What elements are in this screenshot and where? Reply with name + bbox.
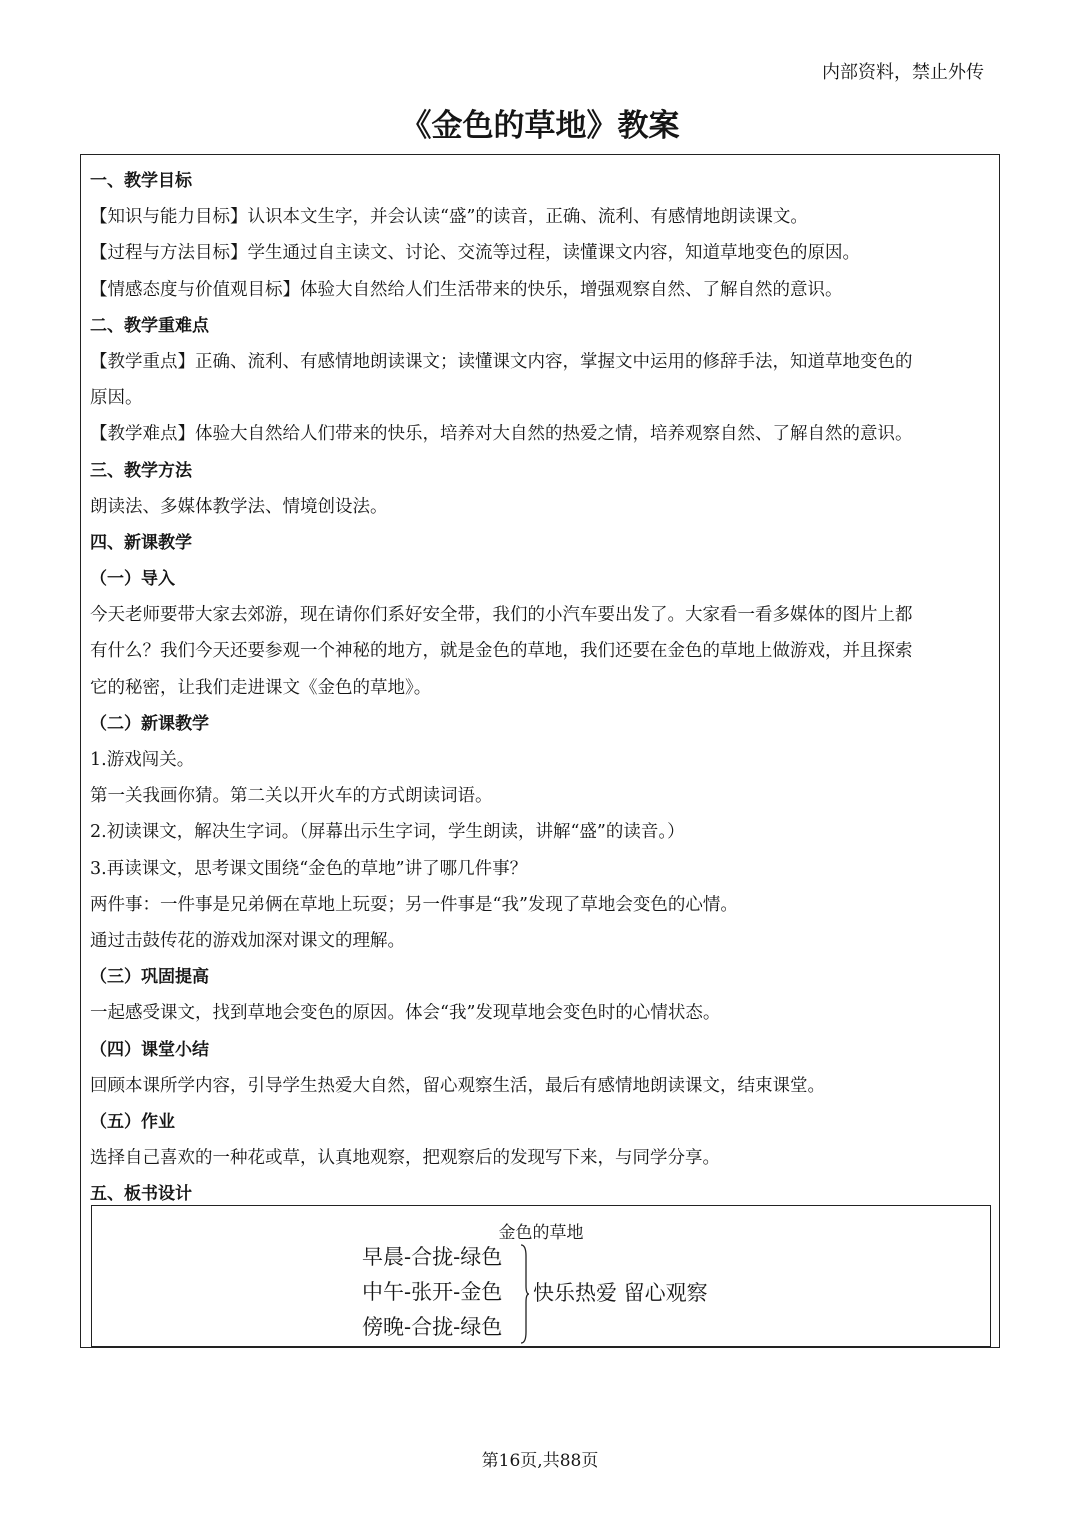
text-line: 一起感受课文，找到草地会变色的原因。体会“我”发现草地会变色时的心情状态。	[90, 1003, 721, 1024]
section-heading: 三、教学方法	[90, 460, 192, 481]
section-heading: 二、教学重难点	[90, 315, 209, 336]
text-line: 通过击鼓传花的游戏加深对课文的理解。	[90, 930, 405, 951]
page-number: 第16页,共88页	[481, 1451, 599, 1471]
text-line: 【教学重点】正确、流利、有感情地朗读课文；读懂课文内容，掌握文中运用的修辞手法，知道草地变色的	[90, 351, 913, 372]
document-title: 《金色的草地》教案	[400, 108, 680, 144]
blackboard-design	[91, 1205, 991, 1347]
board-row-noon: 中午-张开-金色	[362, 1280, 503, 1304]
lesson-content	[90, 163, 990, 1212]
text-line: 朗读法、多媒体教学法、情境创设法。	[90, 496, 388, 517]
section-heading: 一、教学目标	[90, 171, 192, 191]
board-row-morning: 早晨-合拢-绿色	[362, 1245, 503, 1269]
text-line: 【教学难点】体验大自然给人们带来的快乐，培养对大自然的热爱之情，培养观察自然、了解自然的意识。	[90, 424, 913, 445]
text-line: 2.初读课文，解决生字词。（屏幕出示生字词，学生朗读，讲解“盛”的读音。）	[90, 822, 685, 843]
section-heading: （三）巩固提高	[90, 967, 209, 988]
board-rows	[362, 1240, 502, 1345]
text-line: 两件事：一件事是兄弟俩在草地上玩耍；另一件事是“我”发现了草地会变色的心情。	[90, 894, 738, 915]
lesson-plan-table	[80, 154, 1000, 1348]
text-line: 原因。	[90, 388, 143, 409]
text-line: 3.再读课文，思考课文围绕“金色的草地”讲了哪几件事？	[90, 858, 528, 879]
board-row-evening: 傍晚-合拢-绿色	[362, 1315, 503, 1339]
section-heading: 四、新课教学	[90, 532, 192, 553]
text-line: 今天老师要带大家去郊游，现在请你们系好安全带，我们的小汽车要出发了。大家看一看多媒体的图片上都	[90, 605, 913, 626]
board-summary: 快乐热爱 留心观察	[533, 1281, 708, 1305]
text-line: 回顾本课所学内容，引导学生热爱大自然，留心观察生活，最后有感情地朗读课文，结束课堂。	[90, 1075, 825, 1096]
text-line: 1.游戏闯关。	[90, 750, 195, 770]
section-heading: （五）作业	[90, 1111, 175, 1132]
section-heading: （二）新课教学	[90, 713, 209, 734]
text-line: 它的秘密，让我们走进课文《金色的草地》。	[90, 677, 432, 698]
text-line: 第一关我画你猜。第二关以开火车的方式朗读词语。	[90, 786, 493, 807]
text-line: 【知识与能力目标】认识本文生字，并会认读“盛”的读音，正确、流利、有感情地朗读课文。	[90, 207, 808, 228]
section-heading: （四）课堂小结	[90, 1039, 209, 1060]
right-brace-icon	[520, 1244, 530, 1344]
text-line: 【过程与方法目标】学生通过自主读文、讨论、交流等过程，读懂课文内容，知道草地变色的原因。	[90, 243, 860, 264]
text-line: 选择自己喜欢的一种花或草，认真地观察，把观察后的发现写下来，与同学分享。	[90, 1148, 720, 1169]
text-line: 【情感态度与价值观目标】体验大自然给人们生活带来的快乐，增强观察自然、了解自然的意识。	[90, 279, 843, 300]
section-heading: 五、板书设计	[90, 1184, 192, 1205]
board-title: 金色的草地	[498, 1223, 584, 1243]
confidential-note: 内部资料，禁止外传	[822, 62, 984, 83]
text-line: 有什么？我们今天还要参观一个神秘的地方，就是金色的草地，我们还要在金色的草地上做游戏，并且探索	[90, 641, 913, 662]
section-heading: （一）导入	[90, 569, 175, 590]
